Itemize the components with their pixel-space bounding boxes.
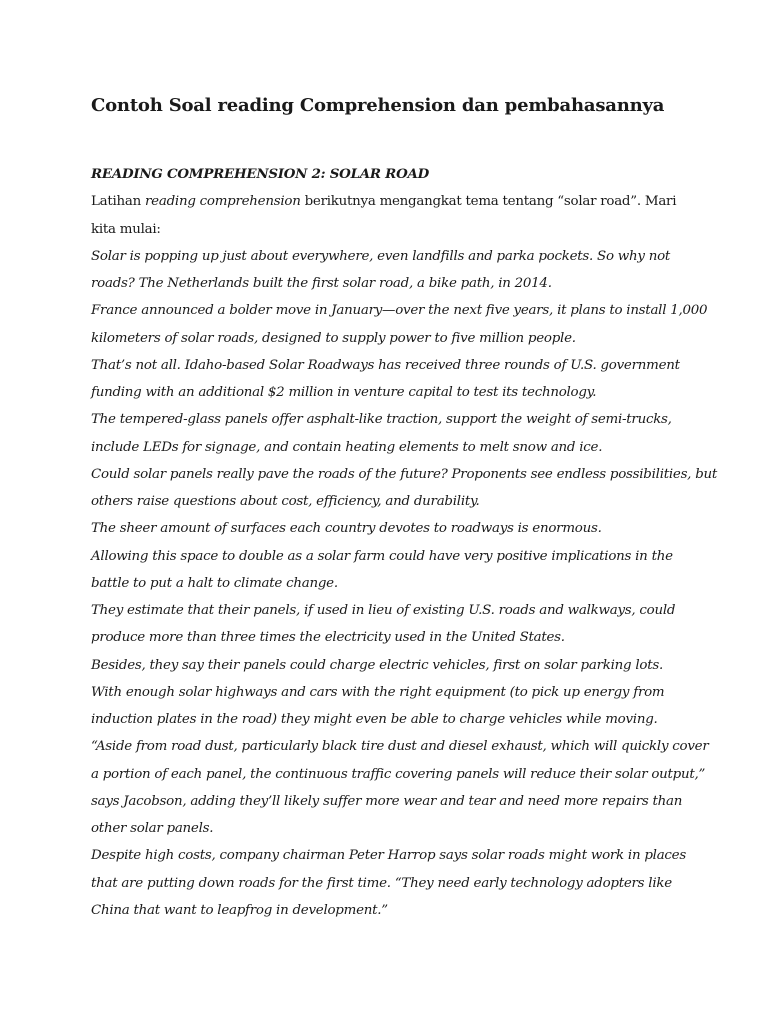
passage-line: funding with an additional $2 million in venture capital to test its technology.: [91, 385, 597, 400]
page-title: Contoh Soal reading Comprehension dan pembahasannya: [91, 95, 665, 116]
passage-line: produce more than three times the electricity used in the United States.: [91, 630, 565, 646]
passage-line: Besides, they say their panels could charge electric vehicles, first on solar parking lots.: [91, 657, 663, 673]
passage-line: others raise questions about cost, efficiency, and durability.: [91, 494, 480, 509]
passage-line: With enough solar highways and cars with the right equipment (to pick up energy from: [91, 684, 665, 700]
passage-line: induction plates in the road) they might even be able to charge vehicles while moving.: [91, 712, 658, 727]
passage-line: battle to put a halt to climate change.: [91, 575, 338, 591]
passage-line: kilometers of solar roads, designed to supply power to five million people.: [91, 330, 576, 346]
passage-line: Solar is popping up just about everywhere, even landfills and parka pockets. So why not: [91, 248, 671, 264]
passage-line: include LEDs for signage, and contain heating elements to melt snow and ice.: [91, 439, 603, 455]
section-heading: READING COMPREHENSION 2: SOLAR ROAD: [91, 166, 429, 182]
passage-line: Despite high costs, company chairman Peter Harrop says solar roads might work in places: [91, 848, 686, 864]
intro-text: Latihan: [91, 194, 146, 210]
passage-line: China that want to leapfrog in development.”: [91, 902, 388, 918]
passage-line: “Aside from road dust, particularly black tire dust and diesel exhaust, which will quickly cover: [91, 739, 709, 755]
passage-line: The sheer amount of surfaces each country devotes to roadways is enormous.: [91, 521, 602, 537]
passage-line: roads? The Netherlands built the first solar road, a bike path, in 2014.: [91, 276, 552, 291]
intro-text: berikutnya mengangkat tema tentang “solar road”. Mari: [300, 194, 677, 210]
intro-emphasis: reading comprehension: [145, 194, 301, 210]
passage-line: other solar panels.: [91, 821, 214, 836]
passage-line: They estimate that their panels, if used in lieu of existing U.S. roads and walkways, could: [91, 603, 676, 618]
passage-line: The tempered-glass panels offer asphalt-like traction, support the weight of semi-trucks,: [91, 412, 672, 428]
passage-line: Allowing this space to double as a solar farm could have very positive implications in the: [91, 548, 673, 564]
passage-line: That’s not all. Idaho-based Solar Roadways has received three rounds of U.S. government: [91, 357, 680, 373]
passage-line: Could solar panels really pave the roads of the future? Proponents see endless possibilities, but: [91, 466, 718, 482]
passage-line: France announced a bolder move in January—over the next five years, it plans to install 1,000: [91, 303, 708, 319]
passage-line: that are putting down roads for the first time. “They need early technology adopters like: [91, 875, 672, 891]
document-body: [91, 161, 718, 924]
passage-line: a portion of each panel, the continuous traffic covering panels will reduce their solar output,”: [91, 766, 706, 782]
passage-line: says Jacobson, adding they’ll likely suffer more wear and tear and need more repairs than: [91, 793, 683, 809]
intro-line-2: kita mulai:: [91, 221, 161, 237]
intro-line-1: [91, 188, 691, 215]
